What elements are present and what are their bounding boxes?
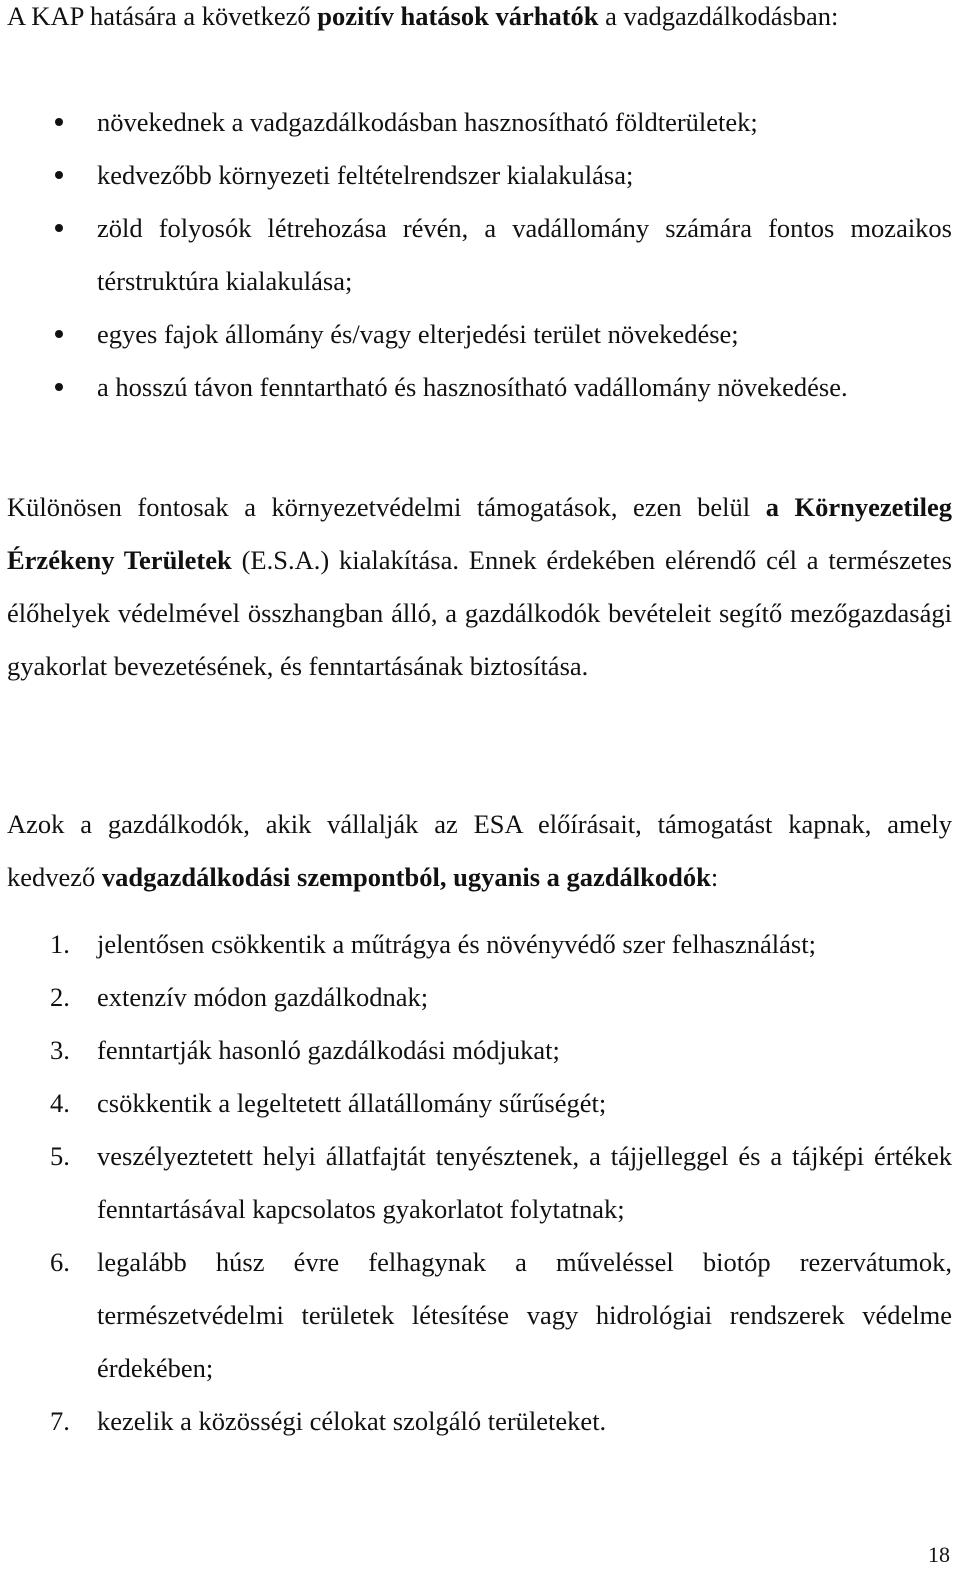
- page-number: 18: [928, 1542, 950, 1567]
- esa-text: Különösen fontosak a környezetvédelmi támogatások, ezen belül: [7, 492, 766, 522]
- bullet-item: [0, 96, 952, 149]
- esa-bold-text: a Környezetileg Érzékeny Területek: [7, 492, 952, 575]
- numbered-item: [0, 1395, 952, 1448]
- bullet-item: [0, 308, 952, 361]
- bullet-dot-icon: [55, 118, 63, 126]
- bullet-dot-icon: [55, 171, 63, 179]
- bullet-text: növekednek a vadgazdálkodásban hasznosítható földterületek;: [97, 107, 758, 137]
- item-number: 1.: [50, 929, 70, 959]
- numbered-item: [0, 1130, 952, 1236]
- intro-bold-text: pozitív hatások várhatók: [317, 1, 599, 31]
- item-number: 7.: [50, 1406, 70, 1436]
- item-text: veszélyeztetett helyi állatfajtát tenyésztenek, a tájjelleggel és a tájképi értékek fenntartásával kapcsolatos gyakorlatot folytatnak;: [97, 1141, 952, 1224]
- item-text: legalább húsz évre felhagynak a műveléssel biotóp rezervátumok, természetvédelmi területek létesítése vagy hidrológiai rendszerek védelme érdekében;: [97, 1247, 952, 1383]
- item-text: extenzív módon gazdálkodnak;: [97, 982, 429, 1012]
- numbered-item: [0, 1236, 952, 1395]
- esa-text-end: (E.S.A.) kialakítása. Ennek érdekében elérendő cél a természetes élőhelyek védelmével összhangban álló, a gazdálkodók bevételeit segítő mezőgazdasági gyakorlat bevezetésének, és fenntartásának biztosítása.: [7, 545, 952, 681]
- item-number: 6.: [50, 1247, 70, 1277]
- bullet-text: a hosszú távon fenntartható és hasznosítható vadállomány növekedése.: [97, 372, 848, 402]
- numbered-item: [0, 1024, 952, 1077]
- numbered-list: [0, 918, 960, 1448]
- item-text: csökkentik a legeltetett állatállomány sűrűségét;: [97, 1088, 607, 1118]
- numbered-item: [0, 971, 952, 1024]
- bullet-dot-icon: [55, 330, 63, 338]
- intro-paragraph: [7, 0, 952, 43]
- farmers-text-end: :: [710, 862, 719, 892]
- bullet-text: kedvezőbb környezeti feltételrendszer kialakulása;: [97, 160, 634, 190]
- bullet-list: [0, 96, 960, 414]
- esa-paragraph: [7, 481, 952, 693]
- bullet-item: [0, 361, 952, 414]
- numbered-item: [0, 1077, 952, 1130]
- item-number: 3.: [50, 1035, 70, 1065]
- intro-text: A KAP hatására a következő: [7, 1, 318, 31]
- item-text: jelentősen csökkentik a műtrágya és növényvédő szer felhasználást;: [97, 929, 816, 959]
- bullet-text: egyes fajok állomány és/vagy elterjedési terület növekedése;: [97, 319, 739, 349]
- farmers-paragraph: [7, 798, 952, 904]
- item-number: 5.: [50, 1141, 70, 1171]
- bullet-text: zöld folyosók létrehozása révén, a vadállomány számára fontos mozaikos térstruktúra kialakulása;: [97, 213, 952, 296]
- item-number: 2.: [50, 982, 70, 1012]
- farmers-text: Azok a gazdálkodók, akik vállalják az ESA előírásait, támogatást kapnak, amely kedvező: [7, 809, 952, 892]
- bullet-dot-icon: [55, 224, 63, 232]
- item-text: kezelik a közösségi célokat szolgáló területeket.: [97, 1406, 607, 1436]
- intro-text-end: a vadgazdálkodásban:: [598, 1, 839, 31]
- bullet-item: [0, 149, 952, 202]
- item-text: fenntartják hasonló gazdálkodási módjukat;: [97, 1035, 560, 1065]
- bullet-item: [0, 202, 952, 308]
- numbered-item: [0, 918, 952, 971]
- bullet-dot-icon: [55, 383, 63, 391]
- farmers-bold-text: vadgazdálkodási szempontból, ugyanis a gazdálkodók: [101, 862, 711, 892]
- item-number: 4.: [50, 1088, 70, 1118]
